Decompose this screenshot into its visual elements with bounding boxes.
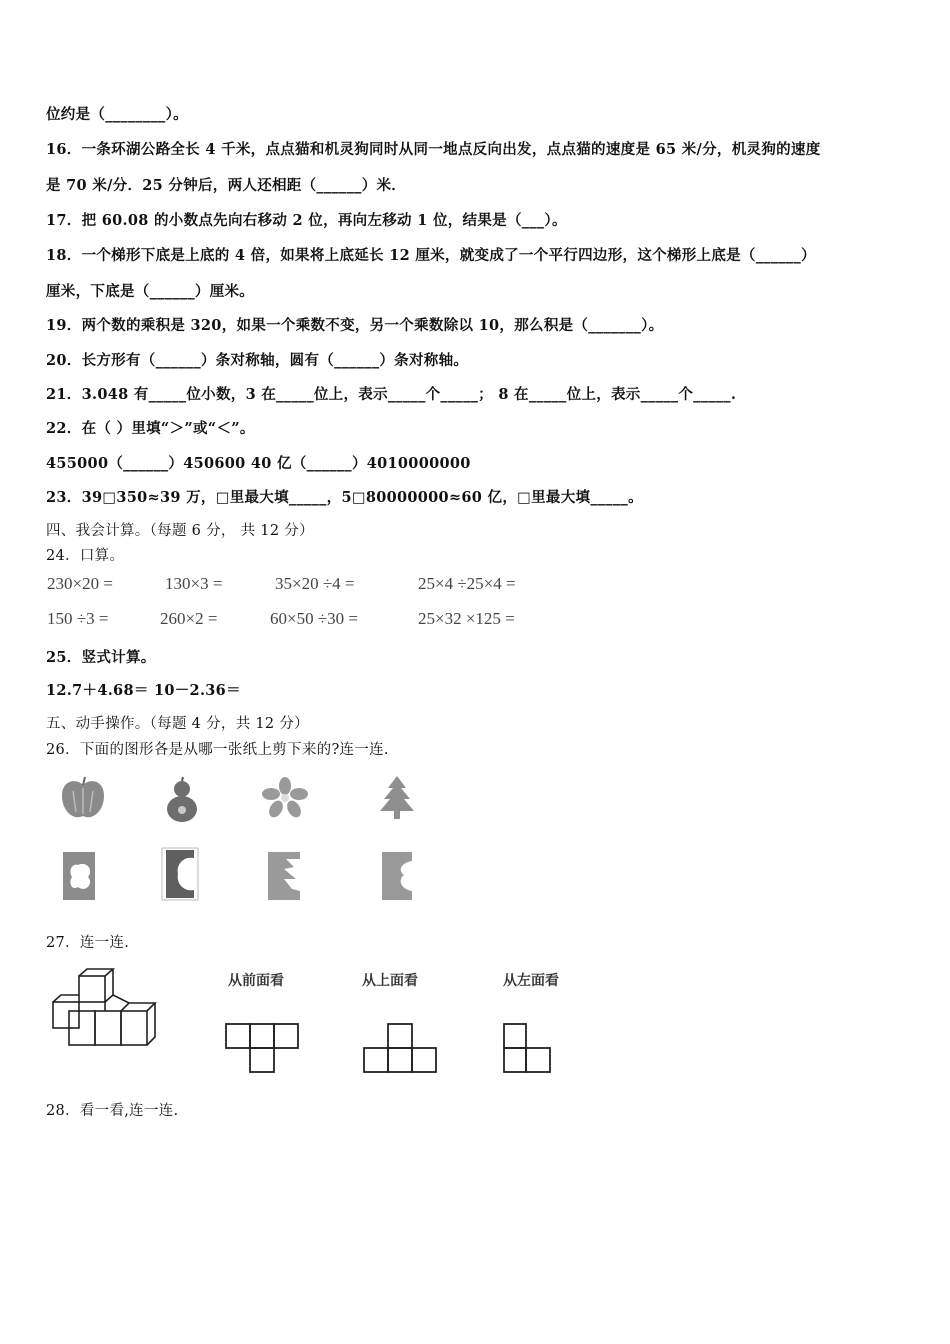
oral-calc-item: 130×3 = [165, 574, 223, 593]
oral-calc-item: 60×50 ÷30 = [270, 609, 359, 628]
flower-shape-icon [260, 776, 310, 820]
q24: 24．口算。 [46, 548, 125, 564]
oral-calc-item: 35×20 ÷4 = [275, 574, 355, 593]
q18-line1: 18．一个梯形下底是上底的 4 倍，如果将上底延长 12 厘米，就变成了一个平行四边形，这个梯形上底是（______） [46, 247, 816, 264]
section-5-heading: 五、动手操作。（每题 4 分，共 12 分） [46, 716, 309, 732]
oral-calc-item: 260×2 = [160, 609, 218, 628]
q19: 19．两个数的乘积是 320，如果一个乘数不变，另一个乘数除以 10，那么积是（_______）。 [46, 317, 664, 334]
paper-piece-icon [264, 849, 304, 903]
q20: 20．长方形有（______）条对称轴，圆有（______）条对称轴。 [46, 352, 469, 369]
oral-calc-item: 230×20 = [47, 574, 113, 593]
q15-tail: 位约是（________）。 [46, 106, 188, 123]
apple-shape-icon [58, 776, 108, 822]
tree-shape-icon [378, 774, 416, 820]
gourd-shape-icon [162, 776, 202, 824]
q21: 21．3.048 有_____位小数，3 在_____位上，表示_____个_____； 8 在_____位上，表示_____个_____. [46, 386, 737, 403]
view-label-left: 从左面看 [503, 973, 559, 989]
q22: 22．在（ ）里填“＞”或“＜”。 [46, 420, 255, 437]
q22-items: 455000（______）450600 40 亿（______）4010000000 [46, 455, 471, 472]
q17: 17．把 60.08 的小数点先向右移动 2 位，再向左移动 1 位，结果是（___）。 [46, 212, 567, 229]
oral-calc-item: 25×32 ×125 = [418, 609, 515, 628]
q25: 25．竖式计算。 [46, 649, 156, 666]
section-4-heading: 四、我会计算。（每题 6 分， 共 12 分） [46, 523, 314, 539]
oral-calc-item: 25×4 ÷25×4 = [418, 574, 516, 593]
q16-line2: 是 70 米/分．25 分钟后，两人还相距（______）米． [46, 177, 407, 194]
q23: 23．39□350≈39 万，□里最大填_____，5□80000000≈60 亿，□里最大填_____。 [46, 489, 643, 506]
view-label-front: 从前面看 [228, 973, 284, 989]
view-drawing-front [222, 1020, 304, 1076]
view-label-top: 从上面看 [362, 973, 418, 989]
q27: 27．连一连. [46, 935, 130, 951]
cube-stack-icon [48, 966, 158, 1052]
q28: 28．看一看,连一连. [46, 1103, 179, 1119]
paper-piece-icon [60, 849, 98, 903]
q25-items: 12.7＋4.68＝ 10－2.36＝ [46, 682, 241, 699]
paper-piece-icon [378, 849, 416, 903]
oral-calc-item: 150 ÷3 = [47, 609, 109, 628]
view-drawing-left [500, 1020, 560, 1078]
q26: 26．下面的图形各是从哪一张纸上剪下来的?连一连. [46, 742, 389, 758]
q16-line1: 16．一条环湖公路全长 4 千米，点点猫和机灵狗同时从同一地点反向出发，点点猫的速度是 65 米/分，机灵狗的速度 [46, 141, 821, 158]
q18-line2: 厘米，下底是（______）厘米。 [46, 283, 255, 300]
view-drawing-top [360, 1020, 442, 1076]
paper-piece-icon [160, 846, 200, 902]
